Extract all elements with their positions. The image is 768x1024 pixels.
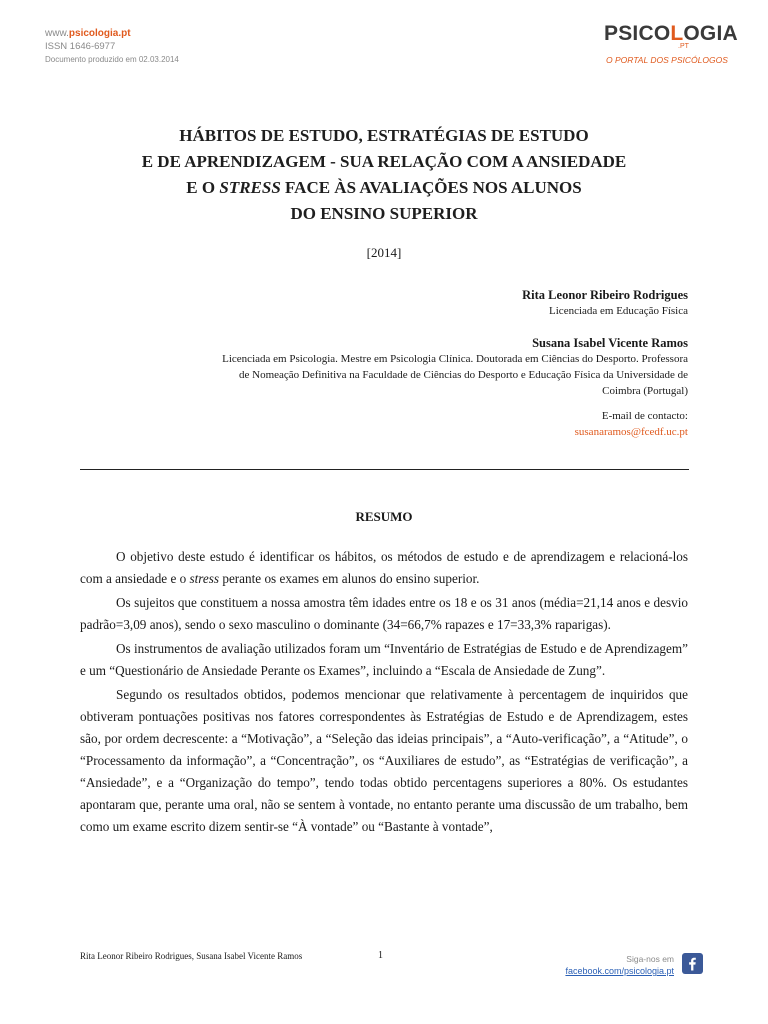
author-block-1 — [130, 287, 688, 319]
abstract-paragraph-1 — [80, 546, 688, 590]
contact-block — [380, 408, 688, 440]
logo-text-l: L — [670, 22, 684, 45]
title-line-3-post: FACE ÀS AVALIAÇÕES NOS ALUNOS — [280, 178, 582, 197]
title-line-3-italic: STRESS — [219, 178, 281, 197]
abstract-paragraph-2: Os sujeitos que constituem a nossa amostra têm idades entre os 18 e os 31 anos (média=21,14 anos e desvio padrão=3,09 anos), sendo o sexo masculino o dominante (34=66,7% rapazes e 17=33,3% raparigas). — [80, 595, 688, 632]
author-affiliation: de Nomeação Definitiva na Faculdade de Ciências do Desporto e Educação Física da Universidade de — [239, 369, 688, 381]
social-follow — [520, 953, 674, 977]
publication-year: [2014] — [366, 245, 402, 260]
issn: ISSN 1646-6977 — [45, 41, 116, 52]
page-number: 1 — [378, 950, 383, 961]
contact-label: E-mail de contacto: — [601, 410, 688, 422]
abstract-body — [80, 546, 688, 840]
paper-title — [80, 123, 688, 227]
site-brand: psicologia.pt — [68, 28, 131, 39]
abstract-paragraph-3: Os instrumentos de avaliação utilizados foram um “Inventário de Estratégias de Estudo e de Aprendizagem” e um “Questionário de Ansiedade Perante os Exames”, incluindo a “Escala de Ansiedade de Zung”. — [80, 641, 688, 678]
title-line-3-pre: E O — [186, 178, 220, 197]
contact-email-link[interactable]: susanaramos@fcedf.uc.pt — [574, 426, 688, 438]
title-line-1: HÁBITOS DE ESTUDO, ESTRATÉGIAS DE ESTUDO — [179, 126, 589, 145]
facebook-link[interactable]: facebook.com/psicologia.pt — [565, 966, 674, 976]
section-divider — [80, 469, 689, 470]
p1-pre: O objetivo deste estudo é identificar os hábitos, os métodos de estudo e de aprendizagem e relacioná-los com a ansiedade e o — [80, 549, 688, 586]
author-affiliation: Licenciada em Psicologia. Mestre em Psicologia Clínica. Doutorada em Ciências do Desporto. Professora — [222, 353, 688, 365]
facebook-icon[interactable] — [682, 953, 703, 974]
author-affiliation: Coimbra (Portugal) — [602, 385, 688, 397]
logo-wordmark — [604, 22, 738, 46]
footer-authors: Rita Leonor Ribeiro Rodrigues, Susana Isabel Vicente Ramos — [80, 951, 303, 961]
author-affiliation: Licenciada em Educação Física — [549, 305, 688, 317]
author-name: Susana Isabel Vicente Ramos — [532, 336, 688, 350]
logo-text-b: OGIA — [683, 22, 738, 45]
p1-post: perante os exames em alunos do ensino superior. — [219, 571, 480, 586]
author-name: Rita Leonor Ribeiro Rodrigues — [522, 288, 688, 302]
logo-tagline: O PORTAL DOS PSICÓLOGOS — [606, 55, 728, 65]
title-line-2: E DE APRENDIZAGEM - SUA RELAÇÃO COM A ANSIEDADE — [141, 152, 627, 171]
logo-suffix: .PT — [678, 43, 689, 50]
abstract-heading: RESUMO — [355, 509, 413, 524]
header-meta — [45, 27, 179, 66]
title-line-4: DO ENSINO SUPERIOR — [290, 204, 478, 223]
title-line-3 — [80, 175, 688, 201]
abstract-paragraph-4: Segundo os resultados obtidos, podemos mencionar que relativamente à percentagem de inquiridos que obtiveram pontuações positivas nos fatores correspondentes às Estratégias de Estudo e de Aprendizagem, estes são, por ordem decrescente: a “Motivação”, a “Seleção das ideias principais”, a “Auto-verificação”, a “Atitude”, o “Processamento da informação”, a “Concentração”, os “Auxiliares de estudo”, as “Estratégias de verificação”, a “Ansiedade”, e a “Organização do tempo”, tendo todas obtido percentagens superiores a 80%. Os estudantes apontaram que, perante uma oral, não se sentem à vontade, no entanto perante uma discussão de um trabalho, bem como um exame escrito dizem sentir-se “À vontade” ou “Bastante à vontade”, — [80, 687, 688, 834]
psicologia-logo[interactable] — [604, 22, 738, 68]
site-url[interactable] — [45, 27, 179, 40]
logo-text-a: PSICO — [604, 22, 671, 45]
author-block-2 — [130, 335, 688, 399]
p1-italic: stress — [189, 571, 220, 586]
document-date: Documento produzido em 02.03.2014 — [45, 55, 179, 64]
site-prefix: www. — [45, 28, 69, 39]
follow-label: Siga-nos em — [626, 954, 674, 964]
